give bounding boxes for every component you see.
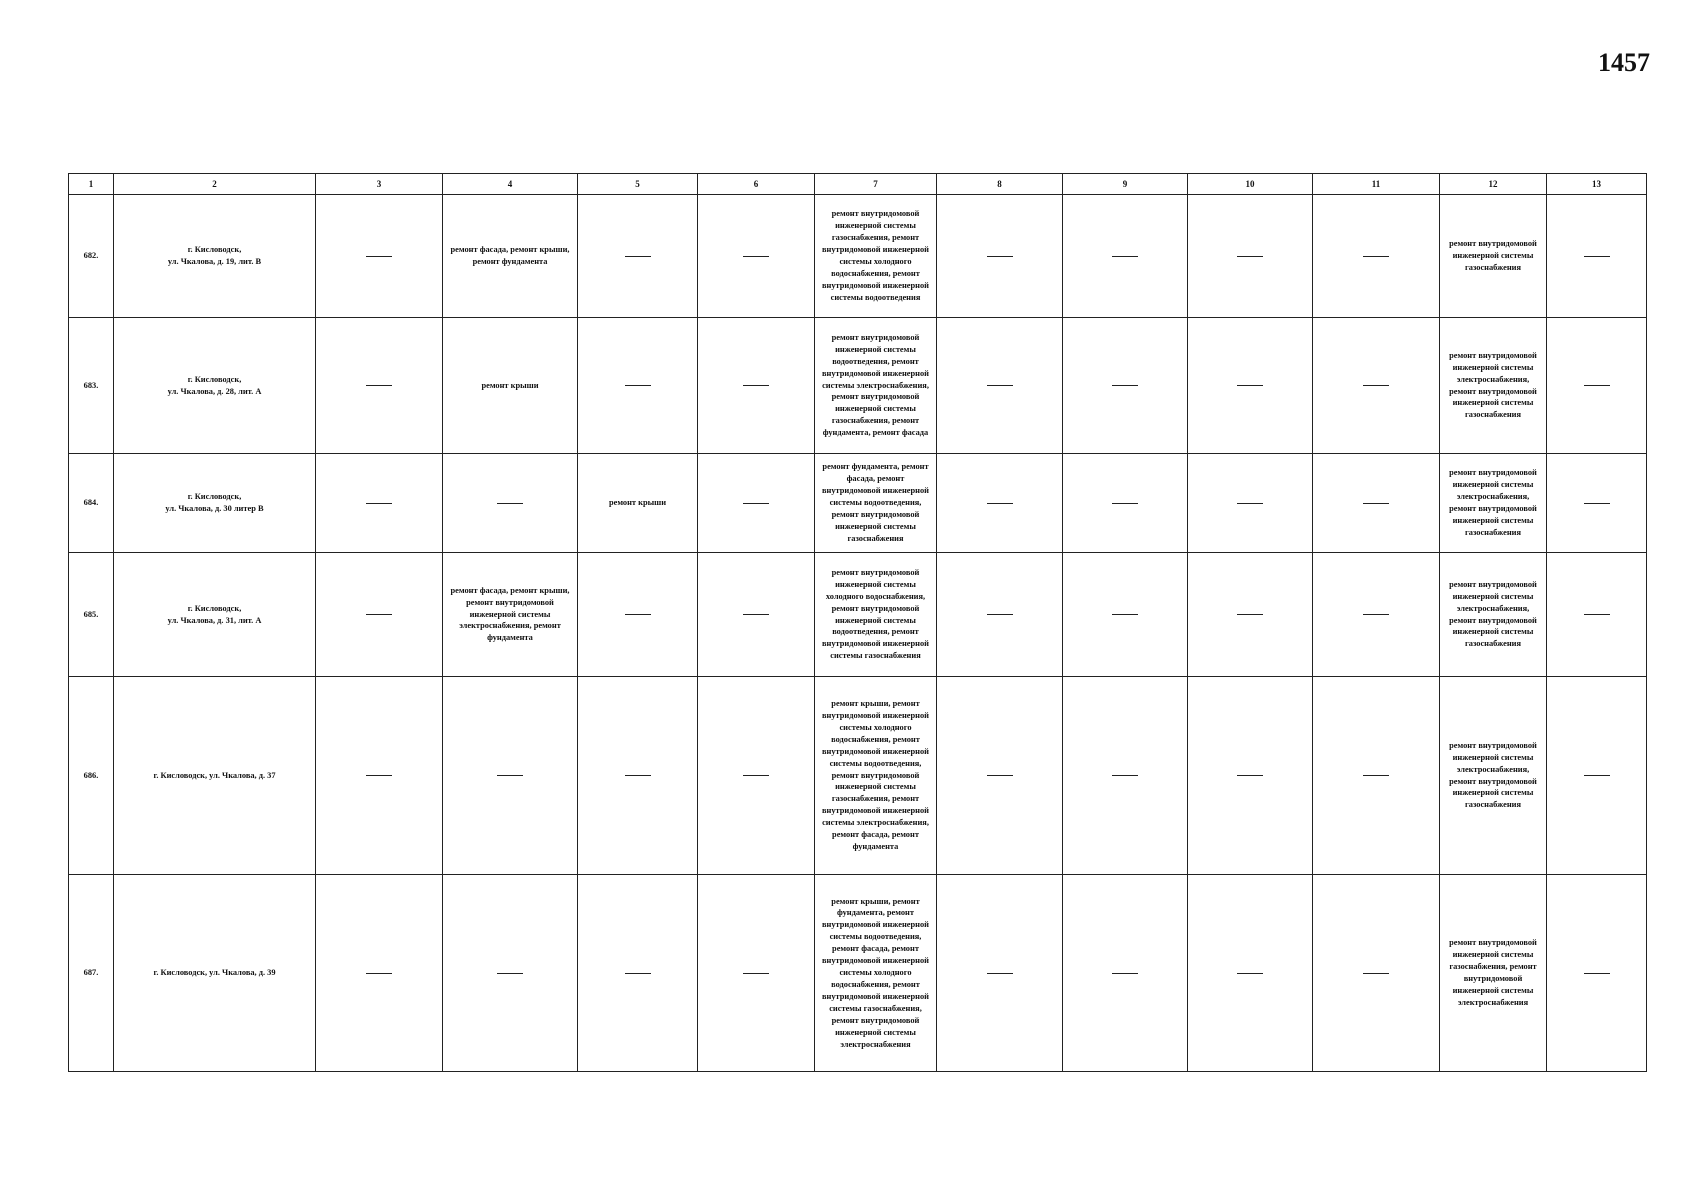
cell-col-3 (316, 195, 443, 318)
cell-col-8 (937, 677, 1063, 875)
empty-dash (1584, 385, 1610, 386)
cell-col-4: ремонт фасада, ремонт крыши, ремонт внутридомовой инженерной системы электроснабжения, ремонт фундамента (443, 553, 578, 677)
cell-col-13 (1547, 677, 1647, 875)
row-number: 685. (69, 553, 114, 677)
cell-col-6 (698, 677, 815, 875)
empty-dash (1584, 973, 1610, 974)
empty-dash (1363, 503, 1389, 504)
cell-col-8 (937, 875, 1063, 1072)
column-header: 9 (1063, 174, 1188, 195)
address-cell (114, 195, 316, 318)
cell-col-4: ремонт крыши (443, 318, 578, 454)
empty-dash (1363, 973, 1389, 974)
cell-col-10 (1188, 553, 1313, 677)
cell-col-10 (1188, 677, 1313, 875)
row-number: 683. (69, 318, 114, 454)
address-cell (114, 875, 316, 1072)
empty-dash (743, 503, 769, 504)
empty-dash (743, 385, 769, 386)
page-number: 1457 (1598, 48, 1650, 77)
cell-col-11 (1313, 677, 1440, 875)
cell-col-13 (1547, 875, 1647, 1072)
cell-col-13 (1547, 318, 1647, 454)
cell-col-7: ремонт внутридомовой инженерной системы холодного водоснабжения, ремонт внутридомовой инженерной системы водоотведения, ремонт внутридомовой инженерной системы газоснабжения (815, 553, 937, 677)
empty-dash (366, 973, 392, 974)
address-line: г. Кисловодск, (187, 245, 242, 255)
row-number: 687. (69, 875, 114, 1072)
column-header: 7 (815, 174, 937, 195)
cell-col-8 (937, 454, 1063, 553)
cell-col-12: ремонт внутридомовой инженерной системы электроснабжения, ремонт внутридомовой инженерной системы газоснабжения (1440, 553, 1547, 677)
cell-col-13 (1547, 195, 1647, 318)
cell-col-5 (578, 553, 698, 677)
cell-col-6 (698, 875, 815, 1072)
empty-dash (497, 973, 523, 974)
table-row (69, 454, 1647, 553)
cell-col-12: ремонт внутридомовой инженерной системы газоснабжения (1440, 195, 1547, 318)
column-header: 12 (1440, 174, 1547, 195)
column-header: 13 (1547, 174, 1647, 195)
cell-col-3 (316, 553, 443, 677)
table-row (69, 195, 1647, 318)
empty-dash (1112, 775, 1138, 776)
cell-col-5: ремонт крыши (578, 454, 698, 553)
cell-col-4 (443, 677, 578, 875)
empty-dash (987, 775, 1013, 776)
cell-col-7: ремонт крыши, ремонт внутридомовой инженерной системы холодного водоснабжения, ремонт внутридомовой инженерной системы водоотведения, ремонт внутридомовой инженерной системы газоснабжения, ремонт внутридомовой инженерной системы электроснабжения, ремонт фасада, ремонт фундамента (815, 677, 937, 875)
empty-dash (625, 256, 651, 257)
cell-col-13 (1547, 553, 1647, 677)
empty-dash (1112, 385, 1138, 386)
empty-dash (1584, 775, 1610, 776)
address-line: ул. Чкалова, д. 19, лит. В (167, 257, 262, 266)
cell-col-9 (1063, 875, 1188, 1072)
empty-dash (625, 775, 651, 776)
cell-col-11 (1313, 195, 1440, 318)
empty-dash (987, 614, 1013, 615)
empty-dash (625, 973, 651, 974)
column-header: 11 (1313, 174, 1440, 195)
cell-col-3 (316, 677, 443, 875)
address-line: г. Кисловодск, (187, 374, 242, 384)
cell-col-5 (578, 195, 698, 318)
empty-dash (366, 256, 392, 257)
cell-col-7: ремонт внутридомовой инженерной системы газоснабжения, ремонт внутридомовой инженерной системы холодного водоснабжения, ремонт внутридомовой инженерной системы водоотведения (815, 195, 937, 318)
empty-dash (1112, 256, 1138, 257)
row-number: 686. (69, 677, 114, 875)
column-header: 8 (937, 174, 1063, 195)
cell-col-3 (316, 318, 443, 454)
empty-dash (1363, 775, 1389, 776)
column-header: 6 (698, 174, 815, 195)
empty-dash (1363, 256, 1389, 257)
cell-col-7: ремонт фундамента, ремонт фасада, ремонт внутридомовой инженерной системы водоотведения, ремонт внутридомовой инженерной системы газоснабжения (815, 454, 937, 553)
cell-col-10 (1188, 454, 1313, 553)
empty-dash (1237, 614, 1263, 615)
cell-col-10 (1188, 195, 1313, 318)
address-line: г. Кисловодск, ул. Чкалова, д. 37 (153, 770, 276, 780)
address-line: г. Кисловодск, (187, 492, 242, 502)
empty-dash (1112, 503, 1138, 504)
address-cell (114, 318, 316, 454)
cell-col-9 (1063, 195, 1188, 318)
cell-col-9 (1063, 677, 1188, 875)
empty-dash (1584, 614, 1610, 615)
cell-col-6 (698, 195, 815, 318)
empty-dash (366, 614, 392, 615)
empty-dash (366, 385, 392, 386)
cell-col-5 (578, 677, 698, 875)
empty-dash (743, 614, 769, 615)
address-cell (114, 553, 316, 677)
empty-dash (743, 973, 769, 974)
empty-dash (987, 503, 1013, 504)
address-line: ул. Чкалова, д. 30 литер В (165, 504, 264, 513)
cell-col-4 (443, 454, 578, 553)
column-header: 10 (1188, 174, 1313, 195)
empty-dash (987, 973, 1013, 974)
cell-col-10 (1188, 875, 1313, 1072)
empty-dash (1237, 973, 1263, 974)
cell-col-5 (578, 875, 698, 1072)
empty-dash (1237, 775, 1263, 776)
empty-dash (1112, 614, 1138, 615)
cell-col-11 (1313, 454, 1440, 553)
empty-dash (1112, 973, 1138, 974)
empty-dash (1237, 503, 1263, 504)
address-line: ул. Чкалова, д. 31, лит. А (167, 615, 262, 625)
cell-col-8 (937, 318, 1063, 454)
cell-col-6 (698, 553, 815, 677)
cell-col-3 (316, 875, 443, 1072)
column-header: 4 (443, 174, 578, 195)
empty-dash (1363, 614, 1389, 615)
cell-col-5 (578, 318, 698, 454)
address-cell (114, 677, 316, 875)
cell-col-4 (443, 875, 578, 1072)
empty-dash (497, 503, 523, 504)
table-body (69, 195, 1647, 1072)
cell-col-10 (1188, 318, 1313, 454)
empty-dash (1584, 503, 1610, 504)
cell-col-12: ремонт внутридомовой инженерной системы электроснабжения, ремонт внутридомовой инженерной системы газоснабжения (1440, 454, 1547, 553)
address-line: г. Кисловодск, ул. Чкалова, д. 39 (153, 968, 276, 978)
empty-dash (625, 385, 651, 386)
empty-dash (625, 614, 651, 615)
cell-col-13 (1547, 454, 1647, 553)
cell-col-11 (1313, 318, 1440, 454)
cell-col-6 (698, 318, 815, 454)
empty-dash (1363, 385, 1389, 386)
table-row (69, 875, 1647, 1072)
row-number: 684. (69, 454, 114, 553)
address-line: ул. Чкалова, д. 28, лит. А (167, 386, 262, 396)
column-number-row (69, 174, 1647, 195)
column-header: 3 (316, 174, 443, 195)
address-line: г. Кисловодск, (187, 603, 242, 613)
address-cell (114, 454, 316, 553)
empty-dash (1237, 385, 1263, 386)
cell-col-8 (937, 553, 1063, 677)
cell-col-3 (316, 454, 443, 553)
cell-col-6 (698, 454, 815, 553)
cell-col-9 (1063, 318, 1188, 454)
empty-dash (1237, 256, 1263, 257)
empty-dash (366, 775, 392, 776)
empty-dash (987, 385, 1013, 386)
row-number: 682. (69, 195, 114, 318)
empty-dash (1584, 256, 1610, 257)
table-row (69, 318, 1647, 454)
empty-dash (743, 775, 769, 776)
column-header: 2 (114, 174, 316, 195)
cell-col-9 (1063, 553, 1188, 677)
table-row (69, 553, 1647, 677)
empty-dash (366, 503, 392, 504)
cell-col-12: ремонт внутридомовой инженерной системы газоснабжения, ремонт внутридомовой инженерной системы электроснабжения (1440, 875, 1547, 1072)
cell-col-7: ремонт внутридомовой инженерной системы водоотведения, ремонт внутридомовой инженерной системы электроснабжения, ремонт внутридомовой инженерной системы газоснабжения, ремонт фундамента, ремонт фасада (815, 318, 937, 454)
cell-col-7: ремонт крыши, ремонт фундамента, ремонт внутридомовой инженерной системы водоотведения, ремонт фасада, ремонт внутридомовой инженерной системы холодного водоснабжения, ремонт внутридомовой инженерной системы газоснабжения, ремонт внутридомовой инженерной системы электроснабжения (815, 875, 937, 1072)
empty-dash (743, 256, 769, 257)
column-header: 1 (69, 174, 114, 195)
cell-col-4: ремонт фасада, ремонт крыши, ремонт фундамента (443, 195, 578, 318)
cell-col-9 (1063, 454, 1188, 553)
table-row (69, 677, 1647, 875)
empty-dash (987, 256, 1013, 257)
cell-col-11 (1313, 875, 1440, 1072)
repair-registry-table (68, 173, 1647, 1072)
cell-col-12: ремонт внутридомовой инженерной системы электроснабжения, ремонт внутридомовой инженерной системы газоснабжения (1440, 677, 1547, 875)
empty-dash (497, 775, 523, 776)
cell-col-11 (1313, 553, 1440, 677)
column-header: 5 (578, 174, 698, 195)
cell-col-8 (937, 195, 1063, 318)
cell-col-12: ремонт внутридомовой инженерной системы электроснабжения, ремонт внутридомовой инженерной системы газоснабжения (1440, 318, 1547, 454)
